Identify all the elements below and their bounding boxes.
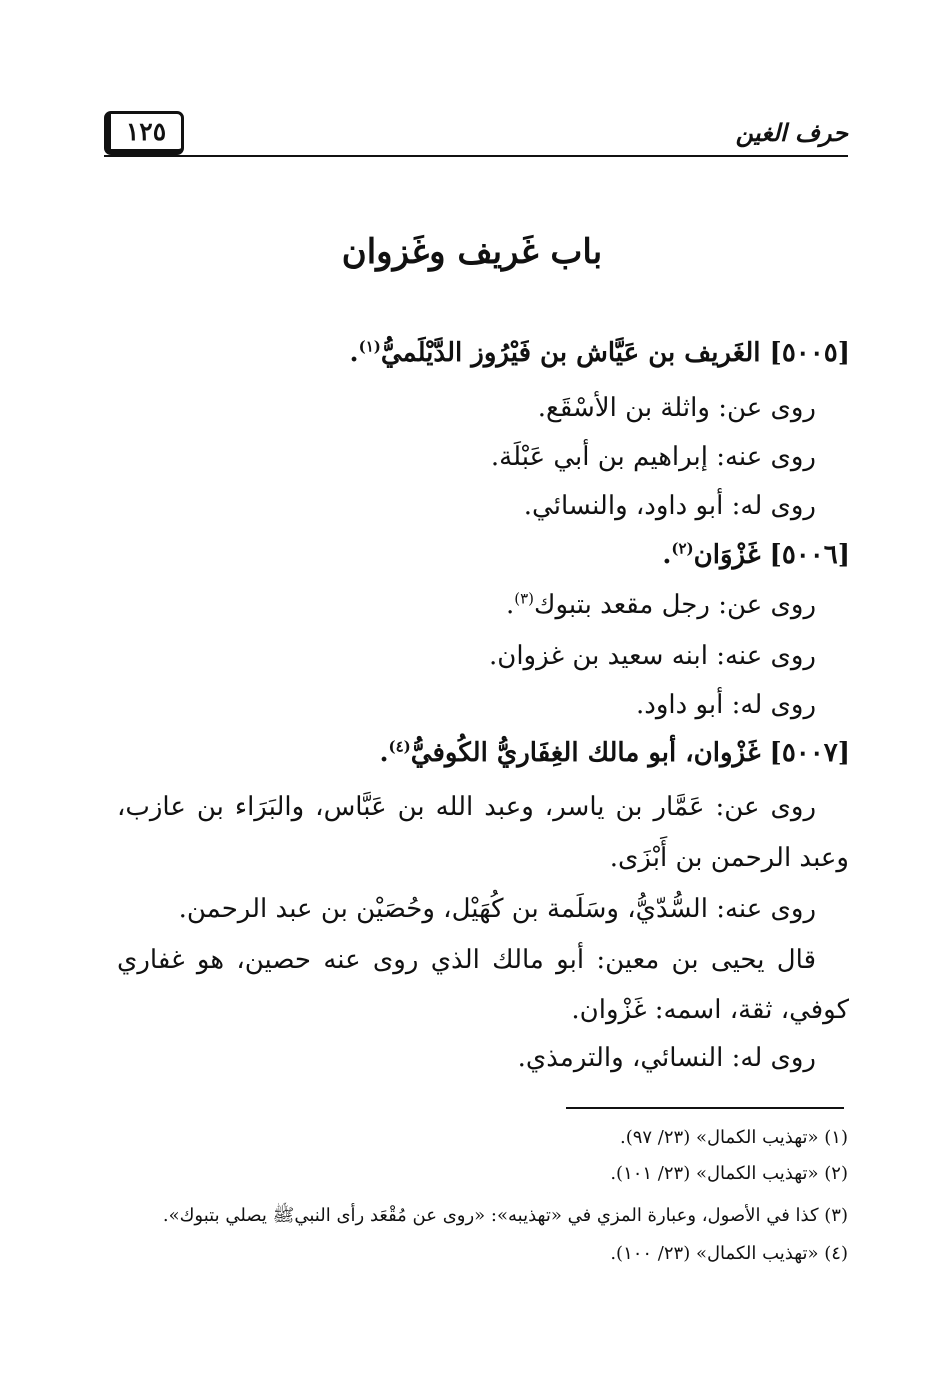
footnote-rule xyxy=(566,1107,844,1109)
entry-line: روى له: أبو داود. xyxy=(636,690,816,720)
entry-line: كوفي، ثقة، اسمه: غَزْوان. xyxy=(571,995,849,1025)
entry-heading-text: [٥٠٠٥] الغَريف بن عَيَّاش بن فَيْرُوز الدَّيْلَميُّ xyxy=(380,338,850,368)
entry-heading: [٥٠٠٥] الغَريف بن عَيَّاش بن فَيْرُوز الدَّيْلَميُّ$^{(١)}$. xyxy=(349,337,850,368)
footnote-ref: (١) xyxy=(358,337,381,356)
entry-line: وعبد الرحمن بن أَبْزَى. xyxy=(609,843,849,873)
entry-line: روى له: النسائي، والترمذي. xyxy=(517,1043,816,1073)
entry-line-text: روى عن: رجل مقعد بتبوك xyxy=(534,590,816,620)
header-rule xyxy=(104,155,848,157)
footnote-ref: (٣) xyxy=(514,589,535,608)
footnote-ref: (٤) xyxy=(388,737,411,756)
footnote-ref: (٢) xyxy=(671,539,694,558)
footnote: (٣) كذا في الأصول، وعبارة المزي في «تهذيبه»: «روى عن مُقْعَد رأى النبيﷺ يصلي بتبوك». xyxy=(162,1205,848,1226)
page-number: ١٢٥ xyxy=(104,111,184,155)
entry-heading-text: [٥٠٠٧] غَزْوان، أبو مالك الغِفَاريُّ الكُوفيُّ xyxy=(410,738,850,768)
entry-heading-text: [٥٠٠٦] غَزْوَان xyxy=(693,540,850,570)
chapter-title: باب غَريف وغَزوان xyxy=(341,232,603,272)
footnote: (٢) «تهذيب الكمال» (٢٣/ ١٠١). xyxy=(610,1163,848,1184)
entry-line: روى عنه: ابنه سعيد بن غزوان. xyxy=(488,641,816,671)
running-head: حرف الغين xyxy=(735,118,848,147)
footnote: (١) «تهذيب الكمال» (٢٣/ ٩٧). xyxy=(619,1127,848,1148)
entry-line: روى عنه: إبراهيم بن أبي عَبْلَة. xyxy=(490,442,816,472)
entry-line: روى عن: رجل مقعد بتبوك$^{(٣)}$. xyxy=(505,589,816,620)
entry-heading: [٥٠٠٦] غَزْوَان$^{(٢)}$. xyxy=(662,539,850,570)
entry-line: روى عن: عَمَّار بن ياسر، وعبد الله بن عَبَّاس، والبَرَاء بن عازب، xyxy=(117,792,816,822)
entry-line: قال يحيى بن معين: أبو مالك الذي روى عنه حصين، هو غفاري xyxy=(117,945,816,975)
entry-line: روى عنه: السُّدّيُّ، وسَلَمة بن كُهَيْل، وحُصَيْن بن عبد الرحمن. xyxy=(178,894,816,924)
entry-line: روى له: أبو داود، والنسائي. xyxy=(523,491,816,521)
entry-heading: [٥٠٠٧] غَزْوان، أبو مالك الغِفَاريُّ الكُوفيُّ$^{(٤)}$. xyxy=(379,737,850,768)
entry-line: روى عن: واثلة بن الأسْقَع. xyxy=(537,393,816,423)
footnote: (٤) «تهذيب الكمال» (٢٣/ ١٠٠). xyxy=(610,1243,848,1264)
